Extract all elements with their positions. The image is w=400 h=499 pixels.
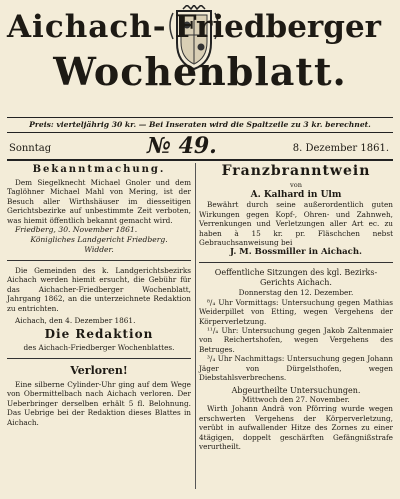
ad-body: Bewährt durch seine außerordentlich guten Wirkungen gegen Kopf-, Ohren- und Zahnweh, Verrenkungen und Verletzungen aller Art ec. zu haben à 15 kr. pr. Fläschchen nebst Gebrauchsanweisung bei: [199, 200, 393, 248]
right-column: [199, 163, 393, 489]
notice-banned-taverns: [7, 164, 191, 255]
newspaper-page: [7, 5, 393, 489]
court-result: Wirth Johann Andrä von Pförring wurde wegen erschwerten Vergehens der Körperverletzung, verübt in aufwallender Hitze des Zornes zu einer 4tägigen, doppelt geschärften Gefängnißstrafe verurtheilt.: [199, 404, 393, 451]
court-subheading: Abgeurtheilte Untersuchungen.: [231, 385, 361, 395]
court-sessions: [199, 268, 393, 451]
court-date: Mittwoch den 27. November.: [242, 394, 350, 404]
masthead-title-left: Aichach-: [7, 9, 167, 45]
issue-date: 8. Dezember 1861.: [292, 143, 389, 154]
masthead-title-right: Friedberger: [174, 9, 381, 45]
ad-heading: Franzbranntwein: [221, 163, 371, 179]
notice-body: Die Gemeinden des k. Landgerichtsbezirks Aichach werden hiemit ersucht, die Gebühr für das Aichacher-Friedberger Wochenblatt, Jahrgang 1862, an die unterzeichnete Redaktion zu entrichten.: [7, 266, 191, 313]
notice-signer: Widder.: [84, 245, 114, 255]
ad-from: von: [290, 181, 302, 189]
court-date: Donnerstag den 12. Dezember.: [238, 288, 354, 298]
court-item: ¹¹/₄ Uhr: Untersuchung gegen Jakob Zaltenmaier von Reichertshofen, wegen Vergehens des Betruges.: [199, 326, 393, 354]
court-heading: Oeffentliche Sitzungen des kgl. Bezirks-Gerichts Aichach.: [214, 268, 378, 288]
divider: [199, 262, 393, 263]
masthead: [7, 5, 393, 105]
lost-body: Eine silberne Cylinder-Uhr ging auf dem Wege von Obermittelbach nach Aichach verloren. Der Ueberbringer derselben erhält 5 fl. Belohnung. Das Uebrige bei der Redaktion dieses Blattes in Aichach.: [7, 379, 191, 427]
issue-day: Sonntag: [9, 143, 52, 154]
court-item: ³/₄ Uhr Nachmittags: Untersuchung gegen Johann Jäger von Dürgelsthofen, wegen Diebstahlsverbrechens.: [199, 354, 393, 383]
notice-heading: Bekanntmachung.: [32, 164, 166, 175]
notice-body: Dem Siegelknecht Michael Gnoler und dem Taglöhner Michael Mahl von Mering, ist der Besuch aller Wirthshäuser im diesseitigen Gerichtsbezirke auf unbestimmte Zeit verboten, was hiemit öffentlich bekannt gemacht wird.: [7, 178, 191, 225]
notice-lost-watch: [7, 364, 191, 427]
notice-place-date: Aichach, den 4. Dezember 1861.: [15, 316, 136, 326]
notice-subscription: [7, 266, 191, 353]
issue-number: № 49.: [147, 133, 217, 159]
ad-seller: J. M. Bossmiller in Aichach.: [230, 247, 362, 258]
price-line: Preis: vierteljährig 30 kr. — Bei Inseraten wird die Spaltzeile zu 3 kr. berechnet.: [7, 117, 393, 133]
ad-maker: A. Kalhard in Ulm: [250, 190, 342, 201]
dateline: [7, 135, 393, 161]
advertisement-brandy: [199, 163, 393, 257]
divider: [7, 358, 191, 359]
editorial-title: Die Redaktion: [44, 327, 154, 342]
court-item: ⁸/₄ Uhr Vormittags: Untersuchung gegen Mathias Weiderpillet von Etting, wegen Vergehens der Körperverletzung.: [199, 297, 393, 326]
left-column: [7, 163, 191, 489]
notice-authority: Königliches Landgericht Friedberg.: [30, 235, 168, 245]
masthead-title-main: Wochenblatt.: [53, 49, 347, 94]
lost-heading: Verloren!: [70, 363, 128, 377]
divider: [7, 260, 191, 261]
notice-place-date: Friedberg, 30. November 1861.: [15, 225, 138, 235]
editorial-subtitle: des Aichach-Friedberger Wochenblattes.: [23, 343, 175, 353]
column-divider: [195, 163, 196, 489]
